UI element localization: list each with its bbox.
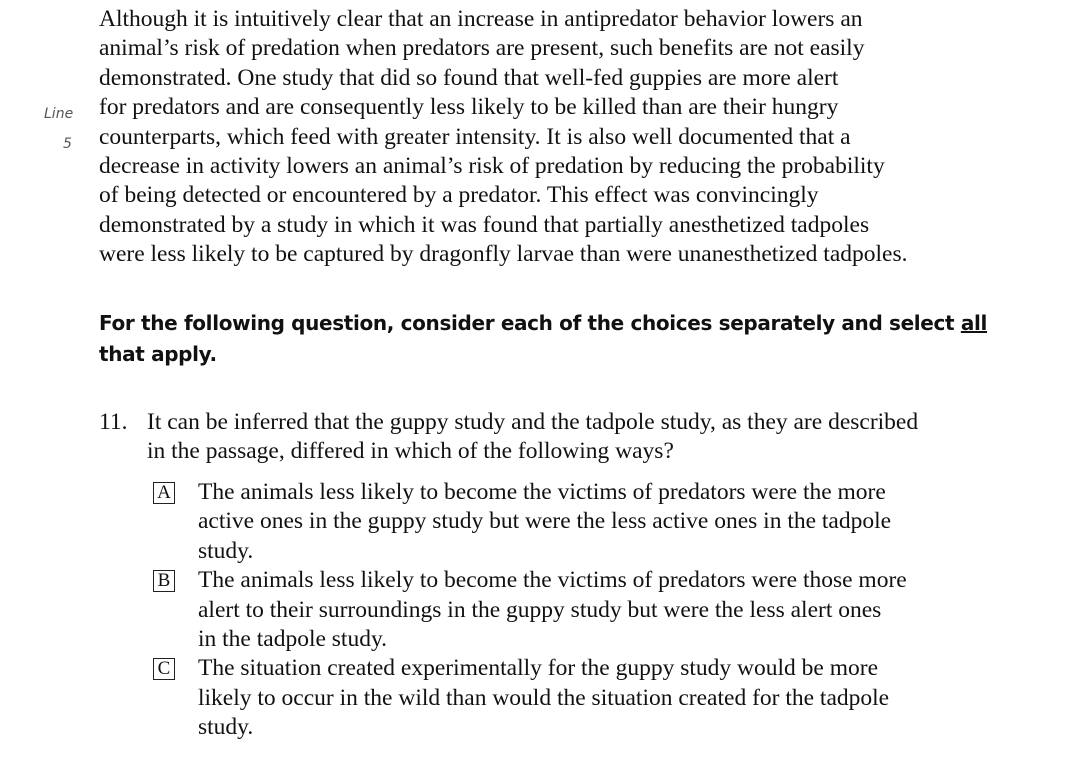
choice-line: likely to occur in the wild than would the situation created for the tadpole [198, 684, 890, 711]
instruction-line-2: that apply. [99, 342, 217, 366]
choice-line: alert to their surroundings in the guppy study but were the less alert ones [198, 596, 882, 623]
reading-passage [99, 5, 999, 270]
choice-c[interactable] [153, 654, 1053, 742]
choice-line: active ones in the guppy study but were the less active ones in the tadpole [198, 508, 892, 535]
choice-a-text [198, 478, 1053, 566]
choice-b[interactable] [153, 566, 1053, 654]
instruction-emphasis: all [960, 311, 988, 335]
answer-choices [153, 478, 1053, 743]
question-number: 11. [99, 409, 128, 435]
choice-b-checkbox[interactable]: B [153, 570, 175, 592]
choice-line: study. [198, 537, 254, 564]
instruction-text: For the following question, consider each of the choices separately and select [99, 311, 961, 335]
choice-line: in the tadpole study. [198, 626, 388, 653]
passage-line: for predators and are consequently less likely to be killed than are their hungry [99, 94, 839, 121]
passage-line: of being detected or encountered by a predator. This effect was convincingly [99, 182, 819, 209]
instruction-line-1 [99, 308, 999, 339]
question-text [147, 408, 918, 467]
choice-c-text [198, 654, 1053, 742]
passage-line: demonstrated by a study in which it was found that partially anesthetized tadpoles [99, 211, 870, 238]
line-label: Line [44, 106, 74, 122]
passage-line: decrease in activity lowers an animal’s risk of predation by reducing the probability [99, 153, 885, 180]
passage-line: animal’s risk of predation when predators are present, such benefits are not easily [99, 35, 865, 62]
choice-line: study. [198, 714, 254, 741]
passage-line: were less likely to be captured by dragonfly larvae than were unanesthetized tadpoles. [99, 241, 908, 268]
choice-c-checkbox[interactable]: C [153, 658, 175, 680]
passage-line: demonstrated. One study that did so found that well-fed guppies are more alert [99, 64, 839, 91]
choice-line: The animals less likely to become the victims of predators were those more [198, 567, 907, 594]
passage-line: Although it is intuitively clear that an increase in antipredator behavior lowers an [99, 6, 863, 32]
passage-line: counterparts, which feed with greater intensity. It is also well documented that a [99, 123, 851, 150]
question-instruction [99, 308, 999, 370]
choice-line: The situation created experimentally for the guppy study would be more [198, 655, 878, 682]
choice-b-text [198, 566, 1053, 654]
choice-a[interactable] [153, 478, 1053, 566]
choice-a-checkbox[interactable]: A [153, 482, 175, 504]
line-number: 5 [63, 136, 72, 152]
choice-line: The animals less likely to become the victims of predators were the more [198, 479, 886, 505]
question-line: It can be inferred that the guppy study and the tadpole study, as they are described [147, 409, 919, 435]
question-line: in the passage, differed in which of the following ways? [147, 438, 674, 465]
